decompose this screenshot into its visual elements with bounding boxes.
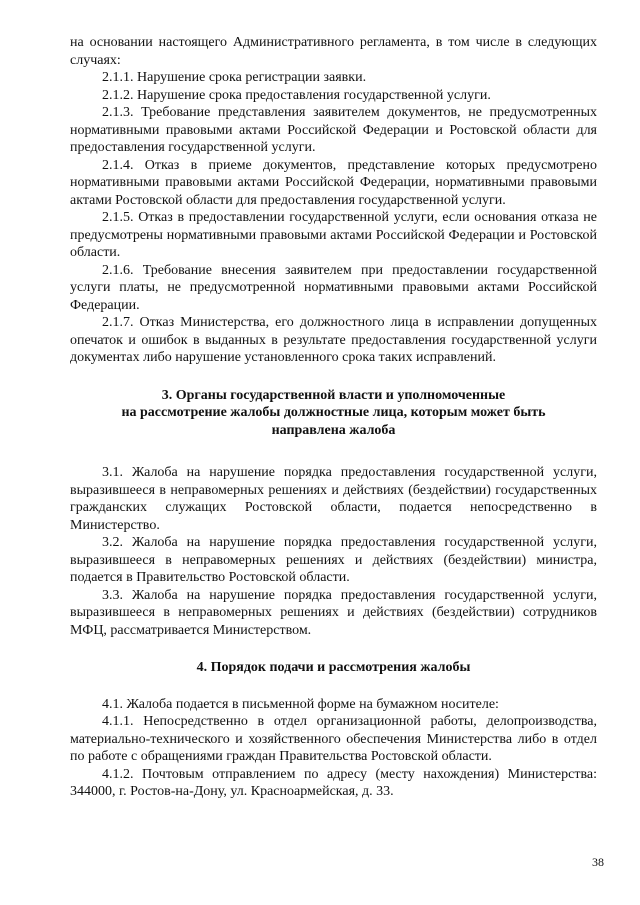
clause-2-1-1: 2.1.1. Нарушение срока регистрации заявки. xyxy=(102,70,367,85)
clause-3-2: 3.2. Жалоба на нарушение порядка предоставления государственной услуги, выразившееся в неправомерных решениях и действиях (бездействии) министра, подается в Правительство Ростовской области. xyxy=(70,535,597,585)
clause-4-1-1: 4.1.1. Непосредственно в отдел организационной работы, делопроизводства, материально-технического и хозяйственного обеспечения Министерства либо в отдел по работе с обращениями граждан Правительства Ростовской области. xyxy=(70,714,597,764)
clause-2-1-4: 2.1.4. Отказ в приеме документов, представление которых предусмотрено нормативными правовыми актами Российской Федерации, нормативными правовыми актами Ростовской области для предоставления государственной услуги. xyxy=(70,157,597,208)
section-4-heading: 4. Порядок подачи и рассмотрения жалобы xyxy=(196,660,471,675)
spacer xyxy=(70,439,597,464)
spacer xyxy=(70,639,597,659)
clause-2-1-5: 2.1.5. Отказ в предоставлении государственной услуги, если основания отказа не предусмотрены нормативными правовыми актами Российской Федерации и Ростовской области. xyxy=(70,210,597,260)
page-number: 38 xyxy=(592,855,604,869)
spacer xyxy=(70,677,597,696)
section-3-heading-line-3: направлена жалоба xyxy=(271,422,396,438)
clause-2-1-7: 2.1.7. Отказ Министерства, его должностного лица в исправлении допущенных опечаток и ошибок в выданных в результате предоставления государственной услуги документах либо нарушение установленного срока таких исправлений. xyxy=(70,315,597,365)
section-3-heading xyxy=(70,387,597,440)
spacer xyxy=(70,367,597,387)
intro-paragraph: на основании настоящего Административного регламента, в том числе в следующих случаях: xyxy=(70,35,597,68)
clause-4-1: 4.1. Жалоба подается в письменной форме на бумажном носителе: xyxy=(102,696,499,712)
clause-2-1-2: 2.1.2. Нарушение срока предоставления государственной услуги. xyxy=(102,87,491,103)
section-3-heading-line-2: на рассмотрение жалобы должностные лица, которым может быть xyxy=(121,405,546,420)
clause-4-1-2: 4.1.2. Почтовым отправлением по адресу (месту нахождения) Министерства: 344000, г. Ростов-на-Дону, ул. Красноармейская, д. 33. xyxy=(70,766,597,799)
clause-2-1-3: 2.1.3. Требование представления заявителем документов, не предусмотренных нормативными правовыми актами Российской Федерации и Ростовской области для предоставления государственной услуги. xyxy=(70,105,597,155)
clause-3-3: 3.3. Жалоба на нарушение порядка предоставления государственной услуги, выразившееся в неправомерных решениях и действиях (бездействии) сотрудников МФЦ, рассматривается Министерством. xyxy=(70,587,597,638)
section-3-heading-line-1: 3. Органы государственной власти и уполномоченные xyxy=(161,387,506,403)
clause-3-1: 3.1. Жалоба на нарушение порядка предоставления государственной услуги, выразившееся в неправомерных решениях и действиях (бездействии) государственных гражданских служащих Ростовской области, подается непосредственно в Министерство. xyxy=(70,465,597,533)
document-body xyxy=(70,34,597,801)
clause-2-1-6: 2.1.6. Требование внесения заявителем при предоставлении государственной услуги платы, не предусмотренной нормативными правовыми актами Российской Федерации. xyxy=(70,262,597,313)
